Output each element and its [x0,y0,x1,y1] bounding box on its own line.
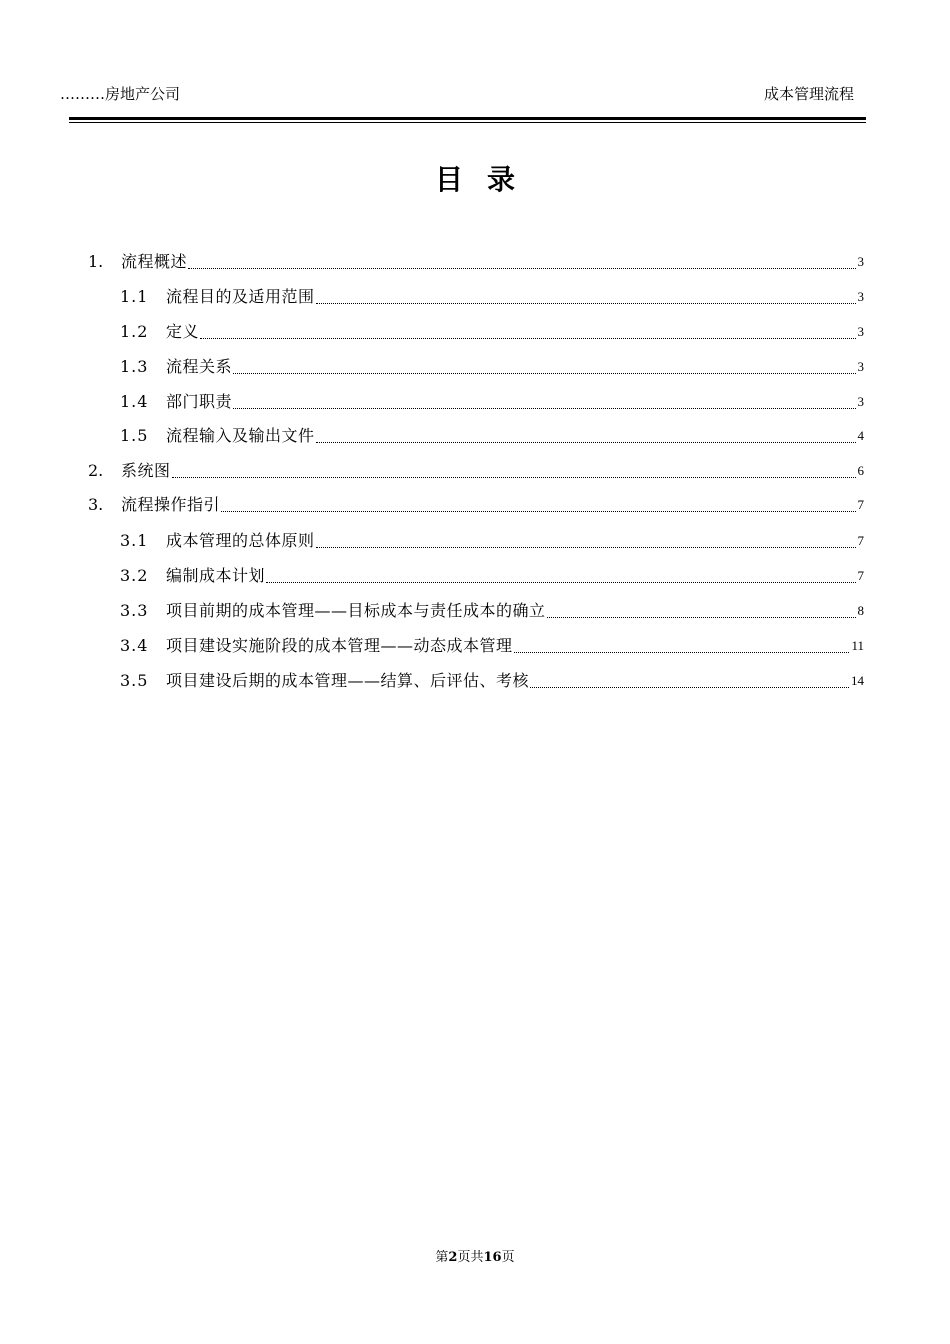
toc-entry-number: 3.4 [120,636,149,655]
toc-entry-page: 3 [857,359,864,374]
header-company-name: ………房地产公司 [60,85,181,103]
page-footer [0,1246,950,1265]
header-rule-thin [69,122,866,123]
toc-entry-number: 3.1 [120,531,149,550]
toc-entry[interactable] [120,632,864,660]
toc-dot-leader [316,303,856,304]
footer-total-pages: 16 [483,1250,502,1265]
toc-dot-leader [221,511,855,512]
toc-entry-label: 项目前期的成本管理——目标成本与责任成本的确立 [166,601,546,620]
toc-entry-number: 1.5 [120,426,149,445]
toc-entry-page: 7 [857,533,864,548]
toc-entry-label: 流程操作指引 [121,495,221,514]
toc-dot-leader [316,547,856,548]
toc-entry-number: 3.3 [120,601,149,620]
toc-entry[interactable] [120,388,864,416]
toc-entry-label: 部门职责 [166,392,233,411]
toc-dot-leader [200,338,855,339]
toc-entry-number: 1.3 [120,357,149,376]
toc-entry-label: 成本管理的总体原则 [166,531,315,550]
toc-dot-leader [266,582,855,583]
footer-current-page: 2 [448,1250,458,1265]
toc-entry-label: 定义 [166,322,200,341]
toc-entry-number: 3.5 [120,671,149,690]
page-header [60,83,854,105]
toc-entry[interactable] [120,562,864,590]
footer-middle: 页共 [457,1250,484,1265]
toc-entry[interactable] [120,597,864,625]
footer-prefix: 第 [435,1250,449,1265]
toc-title: 目录 [434,163,539,196]
toc-entry-label: 流程关系 [166,357,233,376]
toc-entry-page: 3 [857,324,864,339]
toc-entry-number: 1.1 [120,287,149,306]
toc-dot-leader [547,617,856,618]
toc-dot-leader [514,652,850,653]
toc-dot-leader [233,408,855,409]
toc-dot-leader [530,687,849,688]
toc-entry[interactable] [120,422,864,450]
toc-entry-page: 6 [857,463,864,478]
toc-entry[interactable] [88,248,864,276]
header-rule-thick [69,117,866,120]
toc-dot-leader [188,268,855,269]
toc-entry[interactable] [88,457,864,485]
toc-entry-number: 2. [88,461,104,480]
toc-entry[interactable] [120,283,864,311]
toc-dot-leader [172,477,856,478]
toc-entry-number: 1.4 [120,392,149,411]
toc-entry-label: 流程输入及输出文件 [166,426,315,445]
toc-entry[interactable] [88,491,864,519]
footer-suffix: 页 [501,1250,515,1265]
toc-entry-label: 项目建设后期的成本管理——结算、后评估、考核 [166,671,530,690]
toc-dot-leader [233,373,855,374]
toc-entry-label: 流程概述 [121,252,188,271]
toc-entry-page: 4 [857,428,864,443]
toc-entry-page: 3 [857,394,864,409]
toc-entry-number: 3.2 [120,566,149,585]
toc-entry-page: 11 [851,638,864,653]
toc-entry-number: 1.2 [120,322,149,341]
toc-entry-page: 8 [857,603,864,618]
toc-entry-label: 流程目的及适用范围 [166,287,315,306]
toc-entry[interactable] [120,667,864,695]
header-document-title: 成本管理流程 [763,85,854,103]
toc-entry-page: 7 [857,568,864,583]
toc-entry-label: 系统图 [121,461,171,480]
toc-entry-page: 3 [857,254,864,269]
toc-entry-number: 3. [88,495,104,514]
toc-entry-page: 14 [851,673,864,688]
toc-entry[interactable] [120,527,864,555]
toc-entry[interactable] [120,353,864,381]
toc-entry-label: 编制成本计划 [166,566,266,585]
toc-entry-page: 7 [857,497,864,512]
toc-entry-number: 1. [88,252,104,271]
toc-entry-page: 3 [857,289,864,304]
toc-entry-label: 项目建设实施阶段的成本管理——动态成本管理 [166,636,513,655]
toc-dot-leader [316,442,856,443]
toc-entry[interactable] [120,318,864,346]
